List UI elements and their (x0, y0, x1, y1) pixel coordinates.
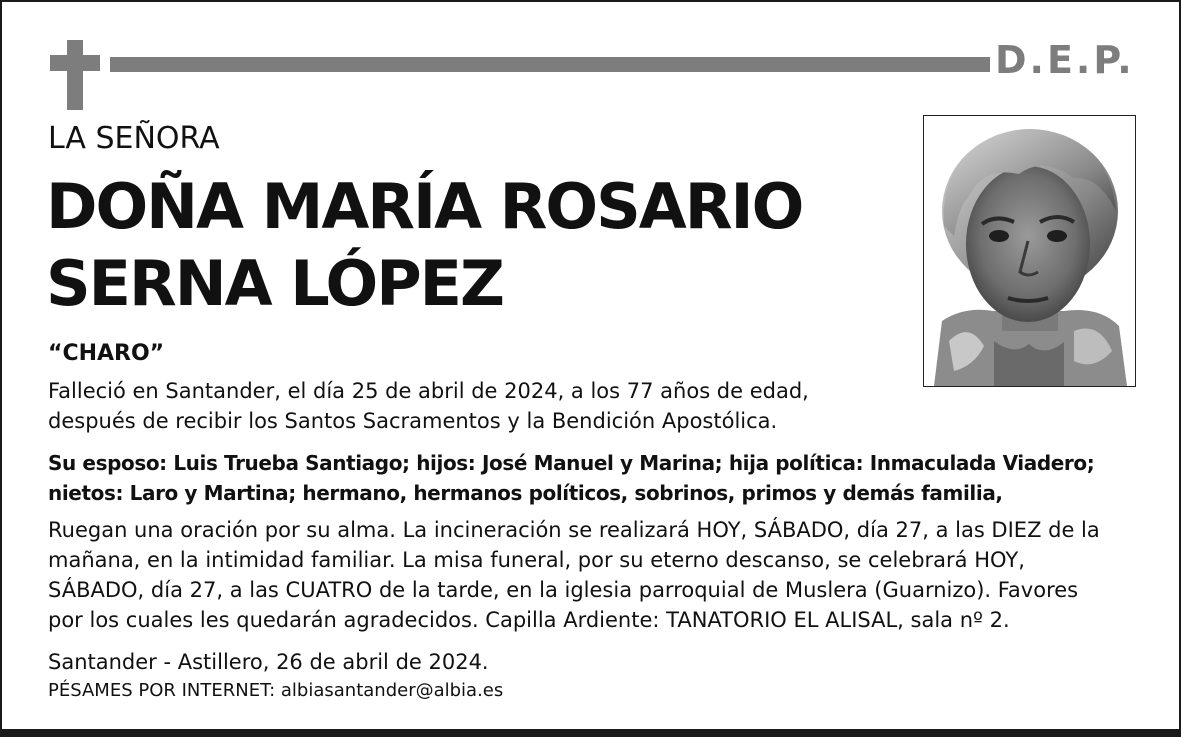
portrait-image (924, 116, 1135, 386)
deceased-name-line-2: SERNA LÓPEZ (46, 247, 503, 320)
paragraph-line: Su esposo: Luis Trueba Santiago; hijos: José Manuel y Marina; hija política: Inmaculada Viadero; (48, 451, 1095, 475)
honorific: LA SEÑORA (48, 121, 220, 156)
nickname: “CHARO” (48, 341, 165, 366)
paragraph-line: SÁBADO, día 27, a las CUATRO de la tarde, en la iglesia parroquial de Muslera (Guarnizo). Favores (48, 578, 1079, 602)
paragraph-line: después de recibir los Santos Sacramentos y la Bendición Apostólica. (48, 409, 778, 433)
dep-label: D.E.P. (995, 38, 1135, 82)
deceased-name-line-1: DOÑA MARÍA ROSARIO (46, 170, 803, 243)
condolences-contact: PÉSAMES POR INTERNET: albiasantander@albia.es (48, 680, 504, 701)
paragraph-line: nietos: Laro y Martina; hermano, hermanos políticos, sobrinos, primos y demás familia, (48, 481, 1003, 505)
paragraph-line: Falleció en Santander, el día 25 de abril de 2024, a los 77 años de edad, (48, 379, 809, 403)
paragraph-line: por los cuales les quedarán agradecidos. Capilla Ardiente: TANATORIO EL ALISAL, sala nº 2. (48, 608, 1010, 632)
place-date: Santander - Astillero, 26 de abril de 2024. (48, 650, 489, 674)
ceremony-paragraph (48, 515, 1148, 635)
portrait-photo (923, 115, 1136, 387)
cross-icon-vertical (67, 40, 83, 110)
paragraph-line: Ruegan una oración por su alma. La incineración se realizará HOY, SÁBADO, día 27, a las DIEZ de la (48, 518, 1100, 542)
death-notice-paragraph (48, 376, 1148, 436)
cross-icon-horizontal (50, 55, 100, 71)
paragraph-line: mañana, en la intimidad familiar. La misa funeral, por su eterno descanso, se celebrará HOY, (48, 548, 1025, 572)
header-rule (110, 57, 990, 72)
family-paragraph (48, 448, 1148, 508)
